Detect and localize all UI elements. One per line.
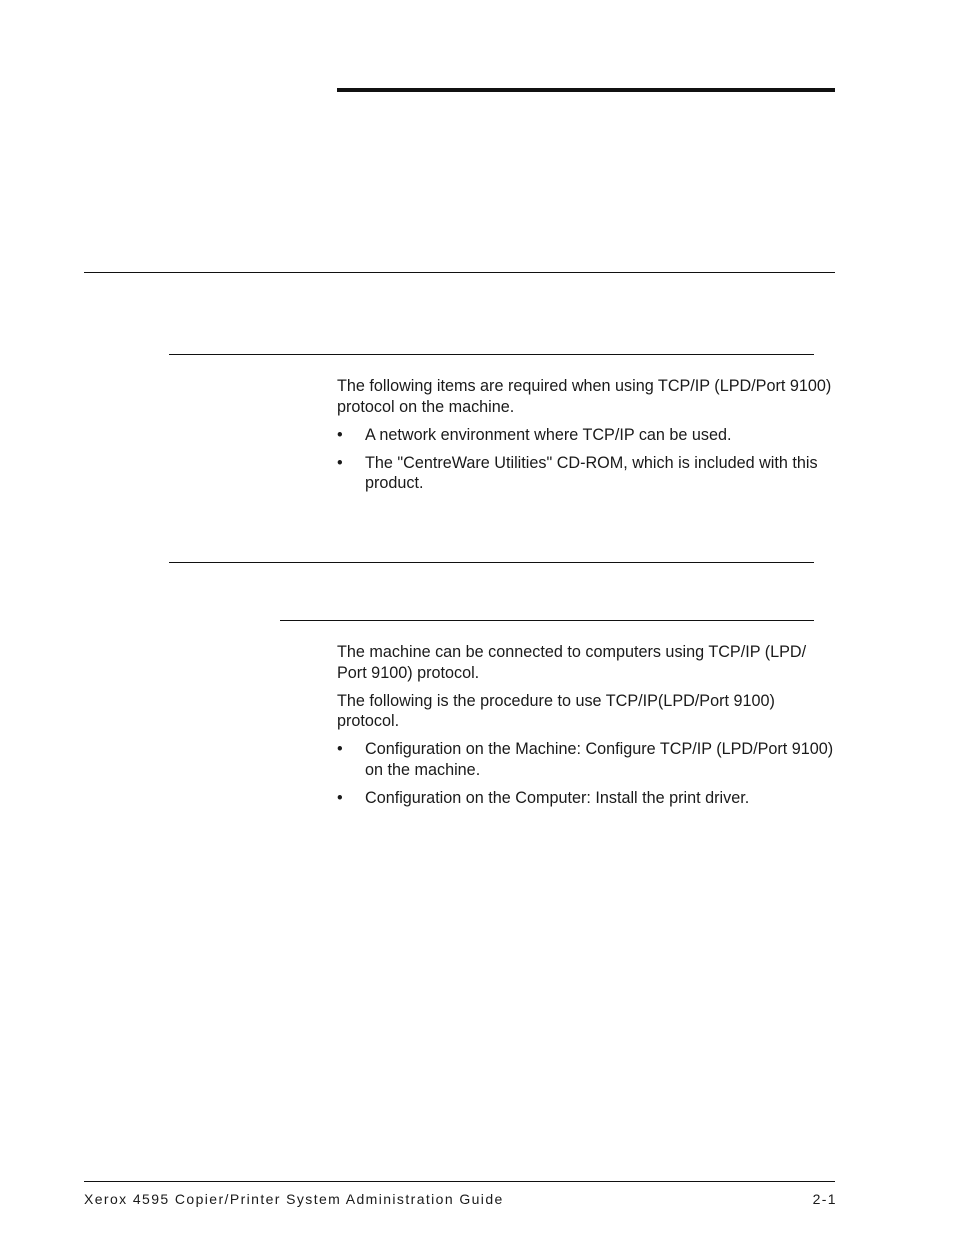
list-item (337, 788, 837, 809)
overview-list (337, 739, 837, 808)
footer-rule (84, 1181, 835, 1182)
list-item (337, 453, 837, 494)
chapter-title-rule (84, 272, 835, 273)
page-number: 2-1 (812, 1191, 837, 1207)
requirements-section (337, 376, 837, 501)
section-rule-overview (169, 562, 814, 563)
list-item (337, 425, 837, 446)
bullet-icon: • (337, 740, 343, 758)
chapter-top-rule (337, 88, 835, 92)
list-item-text: A network environment where TCP/IP can be used. (365, 425, 732, 444)
list-item-text: Configuration on the Computer: Install the print driver. (365, 788, 750, 807)
list-item (337, 739, 837, 780)
requirements-list (337, 425, 837, 494)
subsection-rule-overview (280, 620, 814, 621)
bullet-icon: • (337, 453, 343, 472)
overview-para-2: The following is the procedure to use TCP/IP(LPD/Port 9100) protocol. (337, 691, 775, 730)
overview-section (337, 642, 837, 816)
bullet-icon: • (337, 788, 343, 807)
section-rule-requirements (169, 354, 814, 355)
overview-para-1: The machine can be connected to computers using TCP/IP (LPD/ Port 9100) protocol. (337, 643, 807, 682)
list-item-text: The "CentreWare Utilities" CD-ROM, which is included with this product. (365, 453, 818, 492)
bullet-icon: • (337, 425, 343, 444)
footer-title: Xerox 4595 Copier/Printer System Administration Guide (84, 1191, 504, 1207)
requirements-intro: The following items are required when using TCP/IP (LPD/Port 9100) protocol on the machine. (337, 377, 832, 416)
list-item-text: Configuration on the Machine: Configure TCP/IP (LPD/Port 9100) on the machine. (365, 740, 834, 779)
